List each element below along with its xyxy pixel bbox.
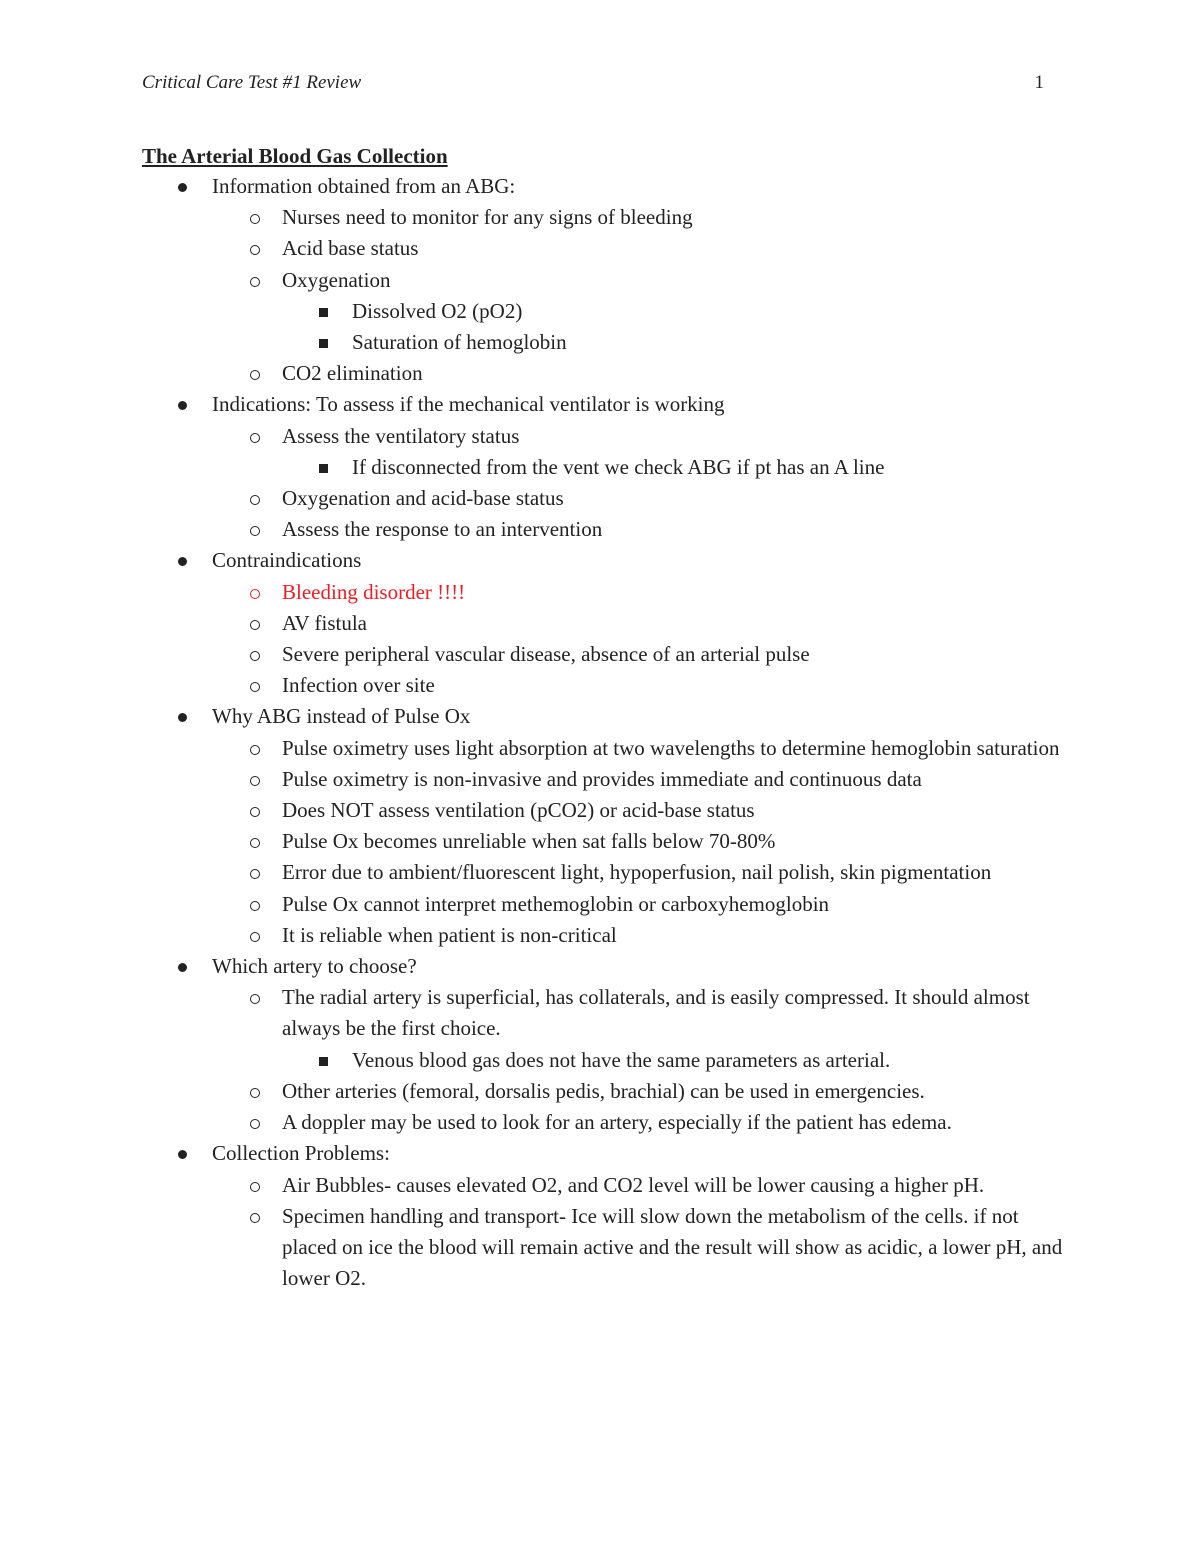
page-header bbox=[142, 72, 1044, 100]
item-text: AV fistula bbox=[282, 610, 367, 635]
bullet-disc-icon bbox=[178, 557, 187, 566]
bullet-square-icon bbox=[319, 308, 328, 317]
bullet-disc-icon bbox=[178, 401, 187, 410]
item-text: Assess the ventilatory status bbox=[282, 423, 520, 448]
list-item bbox=[212, 202, 1072, 233]
bullet-circle-icon bbox=[250, 589, 260, 599]
list-item bbox=[212, 514, 1072, 545]
list-item bbox=[282, 296, 1072, 327]
list-item bbox=[212, 1076, 1072, 1107]
section-heading: The Arterial Blood Gas Collection bbox=[142, 144, 448, 168]
bullet-circle-icon bbox=[250, 1182, 260, 1192]
sub-sub-list bbox=[282, 1045, 1072, 1076]
list-item bbox=[212, 233, 1072, 264]
item-text: Saturation of hemoglobin bbox=[352, 330, 567, 355]
list-item bbox=[142, 545, 1072, 701]
bullet-circle-icon bbox=[250, 901, 260, 911]
list-item bbox=[212, 795, 1072, 826]
sub-list bbox=[142, 982, 1072, 1138]
bullet-circle-icon bbox=[250, 1213, 260, 1223]
list-item bbox=[212, 1201, 1072, 1295]
document-body bbox=[142, 143, 1072, 1294]
bullet-circle-icon bbox=[250, 214, 260, 224]
bullet-disc-icon bbox=[178, 183, 187, 192]
bullet-circle-icon bbox=[250, 994, 260, 1004]
bullet-circle-icon bbox=[250, 745, 260, 755]
bullet-square-icon bbox=[319, 1057, 328, 1066]
page-number: 1 bbox=[1034, 72, 1044, 93]
list-item bbox=[282, 327, 1072, 358]
list-item bbox=[142, 1138, 1072, 1294]
item-label: Contraindications bbox=[212, 548, 362, 573]
list-item bbox=[282, 1045, 1072, 1076]
bullet-disc-icon bbox=[178, 1150, 187, 1159]
item-text: Pulse Ox cannot interpret methemoglobin or carboxyhemoglobin bbox=[282, 891, 830, 916]
item-label: Why ABG instead of Pulse Ox bbox=[212, 704, 471, 729]
bullet-circle-icon bbox=[250, 620, 260, 630]
sub-list bbox=[142, 577, 1072, 702]
list-item bbox=[282, 452, 1072, 483]
bullet-disc-icon bbox=[178, 963, 187, 972]
item-text: Bleeding disorder !!!! bbox=[282, 579, 466, 604]
item-label: Which artery to choose? bbox=[212, 954, 417, 979]
bullet-circle-icon bbox=[250, 776, 260, 786]
sub-list bbox=[142, 421, 1072, 546]
bullet-circle-icon bbox=[250, 682, 260, 692]
bullet-circle-icon bbox=[250, 1119, 260, 1129]
list-item bbox=[142, 171, 1072, 389]
document-title: Critical Care Test #1 Review bbox=[142, 72, 362, 93]
bullet-square-icon bbox=[319, 339, 328, 348]
list-item bbox=[212, 857, 1072, 888]
item-text: The radial artery is superficial, has collaterals, and is easily compressed. It should almost always be the first choice. bbox=[282, 985, 1030, 1041]
item-text: Specimen handling and transport- Ice will slow down the metabolism of the cells. if not placed on ice the blood will remain active and the result will show as acidic, a lower pH, and lower O2. bbox=[282, 1203, 1063, 1291]
item-text: Severe peripheral vascular disease, absence of an arterial pulse bbox=[282, 642, 810, 667]
list-item bbox=[212, 639, 1072, 670]
item-text: If disconnected from the vent we check ABG if pt has an A line bbox=[352, 454, 885, 479]
list-item bbox=[212, 1107, 1072, 1138]
sub-sub-list bbox=[282, 452, 1072, 483]
list-item bbox=[212, 826, 1072, 857]
item-label: Information obtained from an ABG: bbox=[212, 174, 516, 198]
list-item bbox=[212, 265, 1072, 359]
item-text: Infection over site bbox=[282, 673, 435, 698]
list-item bbox=[212, 733, 1072, 764]
bullet-disc-icon bbox=[178, 713, 187, 722]
list-item bbox=[212, 764, 1072, 795]
outline-list bbox=[142, 171, 1072, 1294]
list-item bbox=[212, 889, 1072, 920]
list-item bbox=[212, 483, 1072, 514]
item-text: Does NOT assess ventilation (pCO2) or acid-base status bbox=[282, 798, 755, 823]
item-text: Air Bubbles- causes elevated O2, and CO2 level will be lower causing a higher pH. bbox=[282, 1172, 985, 1197]
sub-sub-list bbox=[282, 296, 1072, 358]
item-text: CO2 elimination bbox=[282, 361, 423, 386]
item-text: Pulse oximetry is non-invasive and provides immediate and continuous data bbox=[282, 766, 922, 791]
list-item bbox=[212, 421, 1072, 483]
list-item bbox=[142, 951, 1072, 1138]
bullet-circle-icon bbox=[250, 807, 260, 817]
bullet-circle-icon bbox=[250, 245, 260, 255]
item-text: Nurses need to monitor for any signs of bleeding bbox=[282, 205, 693, 230]
item-text: It is reliable when patient is non-critical bbox=[282, 922, 617, 947]
bullet-circle-icon bbox=[250, 526, 260, 536]
bullet-square-icon bbox=[319, 464, 328, 473]
item-text: Other arteries (femoral, dorsalis pedis, brachial) can be used in emergencies. bbox=[282, 1078, 925, 1103]
list-item bbox=[212, 1170, 1072, 1201]
bullet-circle-icon bbox=[250, 838, 260, 848]
sub-list bbox=[142, 1170, 1072, 1295]
item-text: Acid base status bbox=[282, 236, 419, 261]
sub-list bbox=[142, 733, 1072, 951]
bullet-circle-icon bbox=[250, 932, 260, 942]
list-item bbox=[212, 670, 1072, 701]
list-item bbox=[212, 982, 1072, 1076]
item-text: Pulse oximetry uses light absorption at two wavelengths to determine hemoglobin saturation bbox=[282, 735, 1060, 760]
bullet-circle-icon bbox=[250, 1088, 260, 1098]
item-text: Venous blood gas does not have the same parameters as arterial. bbox=[352, 1047, 891, 1072]
item-text: Pulse Ox becomes unreliable when sat falls below 70-80% bbox=[282, 829, 776, 854]
item-text: Oxygenation bbox=[282, 267, 391, 292]
bullet-circle-icon bbox=[250, 277, 260, 287]
sub-list bbox=[142, 202, 1072, 389]
bullet-circle-icon bbox=[250, 433, 260, 443]
list-item bbox=[212, 358, 1072, 389]
item-label: Indications: To assess if the mechanical ventilator is working bbox=[212, 392, 725, 417]
item-label: Collection Problems: bbox=[212, 1141, 390, 1166]
list-item bbox=[142, 701, 1072, 951]
list-item bbox=[212, 920, 1072, 951]
bullet-circle-icon bbox=[250, 370, 260, 380]
bullet-circle-icon bbox=[250, 495, 260, 505]
bullet-circle-icon bbox=[250, 869, 260, 879]
item-text: Assess the response to an intervention bbox=[282, 517, 603, 542]
list-item-highlighted bbox=[212, 577, 1072, 608]
bullet-circle-icon bbox=[250, 651, 260, 661]
item-text: Error due to ambient/fluorescent light, hypoperfusion, nail polish, skin pigmentation bbox=[282, 860, 992, 885]
item-text: Oxygenation and acid-base status bbox=[282, 486, 564, 511]
item-text: A doppler may be used to look for an artery, especially if the patient has edema. bbox=[282, 1110, 952, 1135]
item-text: Dissolved O2 (pO2) bbox=[352, 298, 523, 323]
list-item bbox=[142, 389, 1072, 545]
list-item bbox=[212, 608, 1072, 639]
